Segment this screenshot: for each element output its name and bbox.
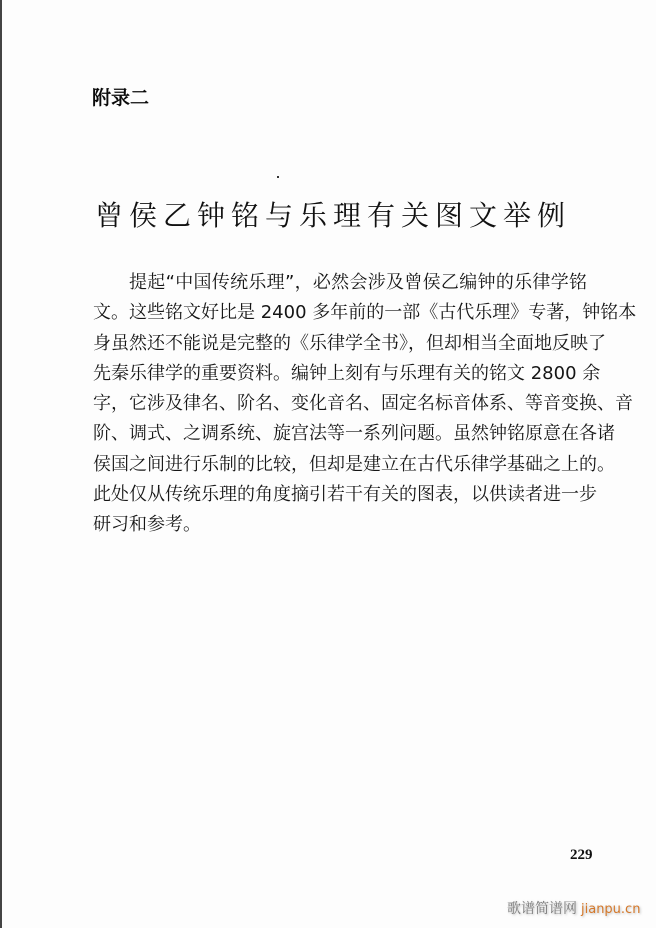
body-line: 提起“中国传统乐理”，必然会涉及曾侯乙编钟的乐律学铭 xyxy=(129,272,587,293)
body-line: 文。这些铭文好比是 2400 多年前的一部《古代乐理》专著，钟铭本 xyxy=(93,302,637,324)
body-line: 先秦乐律学的重要资料。编钟上刻有与乐理有关的铭文 2800 余 xyxy=(93,362,601,384)
body-line: 身虽然还不能说是完整的《乐律学全书》，但却相当全面地反映了 xyxy=(93,332,606,354)
body-line: 此处仅从传统乐理的角度摘引若干有关的图表，以供读者进一步 xyxy=(93,484,597,506)
body-line: 阶、调式、之调系统、旋宫法等一系列问题。虽然钟铭原意在各诸 xyxy=(93,423,615,445)
appendix-label: 附录二 xyxy=(92,87,150,109)
body-line: 侯国之间进行乐制的比较，但却是建立在古代乐律学基础之上的。 xyxy=(93,453,615,475)
body-line: 字，它涉及律名、阶名、变化音名、固定名标音体系、等音变换、音 xyxy=(93,393,633,415)
scan-speck xyxy=(277,176,279,178)
watermark xyxy=(507,898,640,918)
body-paragraph xyxy=(93,268,637,541)
watermark-site-name: 歌谱简谱网 xyxy=(507,901,577,917)
page-title: 曾侯乙钟铭与乐理有关图文举例 xyxy=(94,199,571,232)
page-edge xyxy=(0,0,2,928)
page-number: 229 xyxy=(570,847,593,863)
body-line: 研习和参考。 xyxy=(93,514,201,536)
watermark-url: jianpu.cn xyxy=(581,902,641,917)
